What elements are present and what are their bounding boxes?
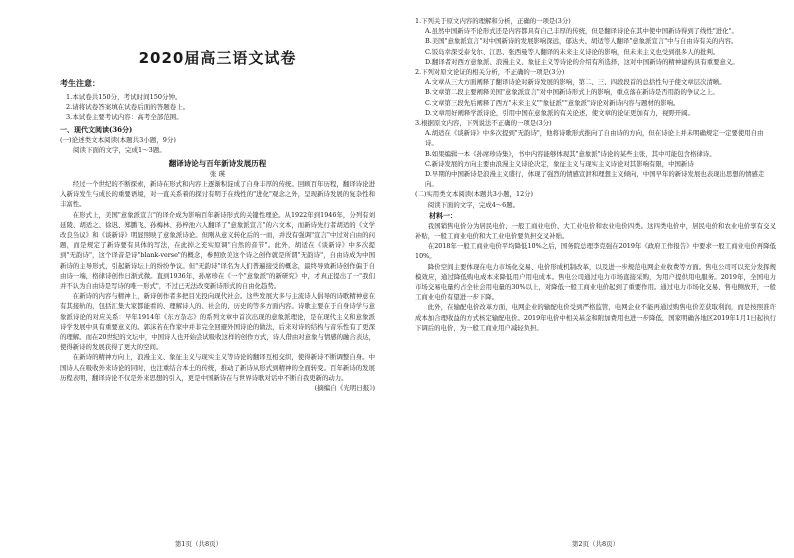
notice-item: 3.本试卷主要考试内容：高考全部范围。: [66, 113, 183, 121]
question-option: B.如果编辑一本《孙席珍诗集》，书中内容能够体现其"意象派"诗论的某些主张，其中可能包含格律诗。: [425, 149, 716, 158]
question-option: D.早期的中国新诗是浪漫主义盛行，体现了强烈的情感宣泄和理想主义倾向，中国早年的新诗发展也表现出思想的情感走向。: [425, 170, 765, 189]
material-paragraph: 此外，在输配电价改革方面，电网企业的输配电价受到严格监管，电网企业不能再通过购售电价差获取利润，而是按照准许成本加合理收益的方式核定输配电价。2019年电价中相关基金和附加费用也进一步降低，国家明确各地区2019年1月1日起执行下调后的电价，为一般工商业用户减轻负担。: [415, 303, 776, 332]
question-stem: 2.下列对原文论证的相关分析，不正确的一项是(3分): [415, 68, 565, 77]
notice-block: [60, 78, 375, 122]
question-option: A.胡适在《谈新诗》中多次提到"无韵诗"，他将诗歌形式推向了自由诗的方向，但在诗论上并未明确规定一定要使用自由诗。: [425, 129, 764, 148]
question-block: [415, 67, 776, 118]
question-option: A.虽然中国新诗不论形式还是内容都具有自己丰厚的传统，但是翻译诗论在其中使中国新诗得到了线性"进化"。: [425, 27, 738, 36]
article-source: (摘编自《光明日报》): [314, 384, 375, 393]
subsection-heading: (一)论述类文本阅读(本题共3小题，9分): [60, 136, 176, 144]
page-footer: 第1页（共8页）: [174, 540, 223, 548]
article-paragraph: 在新诗的内容与精神上，新诗创作者多把目光投向现代社会。这些发展大多与主流诗人倡导的诗歌精神意在有其接轨的，包括汇集大家都能看的、理解诗人的、社会的、历史的等多方面内容。诗歌主要在于自身诗学与意象派诗论的对应关系：早年1914年《东方杂志》的系列文章中首次出现的意象派理论，是在现代主义和意象派诗学发展中具有重要意义的。郭沫若在作家中并非完全回避外国诗论的做法，后来对诗的结构与音乐性有了更深的理解。而在20世纪的文坛中，中国诗人也开始尝试吸收这样的创作方式，诗人借由对意象与情感的融合表达，使得新诗的发展获得了更大的空间。: [60, 292, 375, 352]
material-paragraph: 在2018年一般工商业电价平均降低10%之后，国务院总理李克强在2019年《政府工作报告》中要求一般工商业电价再降低10%。: [415, 242, 776, 261]
question-option: B.文章第二段主要阐释美国"意象派宣言"对中国新诗形式上的影响，重点落在新诗是否用韵的争议之上。: [425, 88, 719, 97]
article-paragraph: 在形式上，美国"意象派宣言"的译介成为影响百年新诗形式的关键性理论。从1922年到1946年，分列有刘延陵、胡适之、徐迟、郑鹏飞、孙梅林、孙梓池六人翻译了"意象派宣言"的六文本，而新诗先行者胡适的《文学改良刍议》和《谈新诗》明显照映了意象派诗论。但刚从意义转化后的一而，并没有强调"宣言"中过对自由的问题，而是规定了新诗要有具体的写法，在此掉之充实原调"自然的音节"。此外，胡适在《谈新诗》中多次提到"无韵诗"，这个译音是诗"blank-verse"的概念，参照欧美这个诗之创作就是所谓"无韵诗"，自由诗成为中国新诗的主导形式，引起新诗坛上的纷纷争议。但"无韵诗"译名为人们普遍接受的概念，最终导致新诗创作偏于自由诗一端，格律诗创作日渐式微。直到1936年，孙席珍在《一个"意象派"的新研究》中，才真正提出了一"我们并不认为自由诗是写诗的唯一形式"，不过已无法改变新诗形式的自由化趋势。: [60, 210, 375, 291]
notice-item: 2.请将试卷答案填在试卷后面的答题卷上。: [66, 103, 190, 111]
instruction: 阅读下面的文字，完成4～6题。: [427, 200, 520, 209]
article-title: 翻译诗论与百年新诗发展历程: [168, 159, 267, 168]
question-block: [415, 118, 776, 189]
material-heading: 材料一：: [429, 210, 457, 220]
material-body: [415, 221, 776, 333]
question-option: C.文章第三段先后阐释了西方"未来主义""象征派""意象派"诗论对新诗内容与题材的影响。: [425, 98, 680, 107]
instruction: 阅读下面的文字，完成1～3题。: [73, 146, 166, 154]
question-option: B.美国"意象派宣言"对中国新诗的发展影响深远，郁达夫、胡适等人翻译"意象派宣言"中与自由诗有关的内容。: [425, 37, 738, 46]
question-option: D.翻译者对西方意象派、浪漫主义、象征主义等诗论的介绍有所选择，这对中国新诗的精神建构具有重要意义。: [425, 57, 739, 66]
section-heading: 一、现代文阅读(36分): [60, 125, 133, 134]
question-option: D.文章用好阐释学派诗论，引用中国在意象派的有关论述，使文章的论证更加有力，视野开阔。: [425, 108, 694, 117]
material-paragraph: 降价空间主要体现在电力市场化交易、电价形成机制改革，以及进一步规范电网企业收费等方面。售电公司可以充分发挥规模效应，通过降低购电成本来降低用户用电成本。售电公司通过电力市场直接采购，为用户提供用电服务。2019年，全国电力市场交易电量约占全社会用电量的30%以上，对降低一般工商业电价起到了重要作用。通过电力市场化交易、售电侧放开，一般工商业电价有望进一步下降。: [415, 262, 776, 302]
question-option: C.饭岛幸深受泰戈尔、江思、张西曼等人翻译的未来主义诗论的影响，但未来主义也受到很多人的批判。: [425, 47, 720, 56]
question-option: C.新诗发展的方向主要由浪漫主义诗论决定，象征主义与现实主义诗论对其影响有限，中国新诗: [425, 159, 694, 168]
page-footer: 第2页（共8页）: [571, 540, 620, 548]
question-option: A.文章从三大方面阐释了翻译诗论对新诗发展的影响，第二、三、四段段首的总括性句子使文章层次清晰。: [425, 78, 726, 87]
question-stem: 1.下列关于原文内容的理解和分析，正确的一项是(3分): [415, 17, 571, 25]
article-paragraph: 经过一个世纪的不断探索，新诗在形式和内容上逐渐积淀成了自身丰厚的传统。回顾百年历程，翻译诗论进入新诗发生与成长的重要语境，对一直关系着的探讨有明于在线性的"进化"观念之外，呈现新诗发展的复杂性和丰富性。: [60, 180, 375, 209]
question-block: [415, 16, 776, 67]
subsection-heading: (二)实用类文本阅读(本题共3小题，12分): [415, 190, 534, 199]
material-paragraph: 我国销售电价分为居民电价、一般工商业电价、大工业电价和农业电价四类。这四类电价中，居民电价和农业电价享有交叉补贴，一般工商业电价和大工业电价要负担交叉补贴。: [415, 221, 776, 241]
question-stem: 3.根据原文内容，下列说法不正确的一项是(3分): [415, 119, 552, 128]
notice-heading: 考生注意：: [60, 78, 100, 88]
exam-title: 2020届高三语文试卷: [138, 49, 297, 67]
article-body: [60, 179, 375, 383]
article-author: 张 瑛: [209, 170, 226, 178]
notice-item: 1.本试卷共150分，考试时间150分钟。: [66, 93, 182, 101]
right-page: [397, 0, 794, 558]
article-paragraph: 在新诗的精神方向上，浪漫主义、象征主义与现实主义等诗论的翻译互相交织，使得新诗不断调整自身。中国诗人在吸收外来诗论的同时，也注重结合本土的传统，推动了新诗从形式到精神的全面转变。百年新诗的发展历程表明，翻译诗论不仅是外来思想的引入，更是中国新诗在与世界诗歌对话中不断自我更新的动力。: [60, 353, 375, 382]
